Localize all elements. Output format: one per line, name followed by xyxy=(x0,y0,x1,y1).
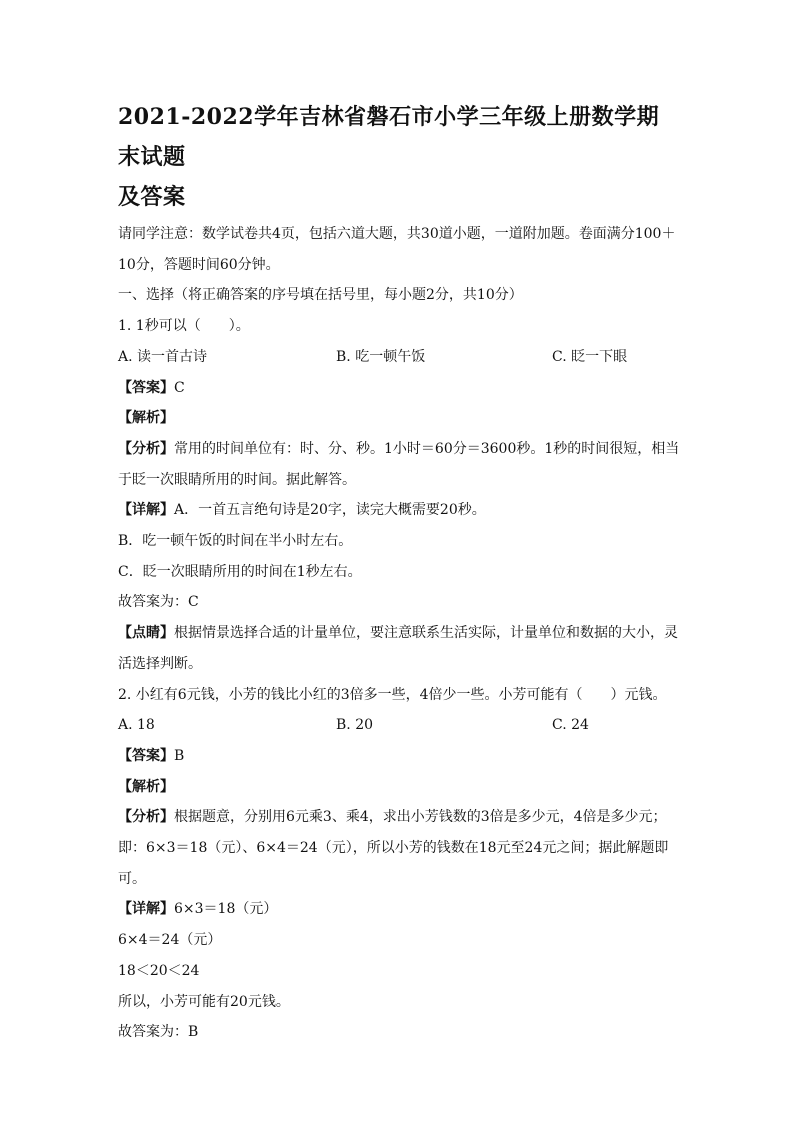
detail-tag: 【详解】 xyxy=(118,901,174,918)
q1-fenxi-text-1: 常用的时间单位有：时、分、秒。1小时＝60分＝3600秒。1秒的时间很短，相当 xyxy=(174,440,680,457)
q2-detail-line-1 xyxy=(118,894,674,925)
q1-comment-line-1 xyxy=(118,618,678,649)
q1-comment-text-1: 根据情景选择合适的计量单位，要注意联系生活实际，计量单位和数据的大小，灵 xyxy=(174,625,678,642)
q2-option-c: C. 24 xyxy=(552,717,589,734)
answer-tag: 【答案】 xyxy=(118,747,174,764)
q1-option-a: A. 读一首古诗 xyxy=(118,348,208,365)
q1-detail-line-1 xyxy=(118,495,674,526)
q1-comment-line-2: 活选择判断。 xyxy=(118,655,202,672)
q2-fenxi-text-1: 根据题意，分别用6元乘3、乘4，求出小芳钱数的3倍是多少元，4倍是多少元； xyxy=(174,809,667,826)
q2-conclusion: 故答案为：B xyxy=(118,1024,199,1041)
q2-fenxi-line-3: 可。 xyxy=(118,870,146,887)
q2-option-b: B. 20 xyxy=(336,717,374,734)
document-title xyxy=(118,97,674,217)
q2-fenxi-line-1 xyxy=(118,802,674,833)
q2-analysis-heading xyxy=(118,772,674,803)
q2-fenxi-line-2: 即：6×3＝18（元）、6×4＝24（元），所以小芳的钱数在18元至24元之间；据此解题即 xyxy=(118,840,669,857)
q2-option-a: A. 18 xyxy=(118,717,155,734)
q2-detail-text-1: 6×3＝18（元） xyxy=(174,901,278,918)
q1-option-c: C. 眨一下眼 xyxy=(552,348,628,365)
q1-detail-text-1: A．一首五言绝句诗是20字，读完大概需要20秒。 xyxy=(174,502,486,519)
fenxi-tag: 【分析】 xyxy=(118,440,174,457)
analysis-tag: 【解析】 xyxy=(118,410,174,427)
q1-answer-value: C xyxy=(174,379,185,396)
q1-fenxi-line-2: 于眨一次眼睛所用的时间。据此解答。 xyxy=(118,471,356,488)
answer-tag: 【答案】 xyxy=(118,379,174,396)
q1-detail-line-3: C．眨一次眼睛所用的时间在1秒左右。 xyxy=(118,563,362,580)
fenxi-tag: 【分析】 xyxy=(118,809,174,826)
comment-tag: 【点睛】 xyxy=(118,625,174,642)
q2-answer-value: B xyxy=(174,747,185,764)
q1-conclusion: 故答案为：C xyxy=(118,594,199,611)
q1-options xyxy=(118,342,674,373)
detail-tag: 【详解】 xyxy=(118,502,174,519)
q2-stem: 2. 小红有6元钱，小芳的钱比小红的3倍多一些，4倍少一些。小芳可能有（ ）元钱。 xyxy=(118,686,667,703)
q2-detail-line-4: 所以，小芳可能有20元钱。 xyxy=(118,993,290,1010)
title-line-1: 2021-2022学年吉林省磐石市小学三年级上册数学期末试题 xyxy=(118,104,660,170)
q1-detail-line-2: B．吃一顿午饭的时间在半小时左右。 xyxy=(118,533,353,550)
section-heading: 一、选择（将正确答案的序号填在括号里，每小题2分，共10分） xyxy=(118,287,523,304)
q2-answer xyxy=(118,741,674,772)
analysis-tag: 【解析】 xyxy=(118,778,174,795)
notice-line-2: 10分，答题时间60分钟。 xyxy=(118,256,280,273)
q1-answer xyxy=(118,373,674,404)
q2-detail-line-2: 6×4＝24（元） xyxy=(118,932,222,949)
notice-line-1: 请同学注意：数学试卷共4页，包括六道大题，共30道小题，一道附加题。卷面满分100＋ xyxy=(118,226,676,242)
title-line-2: 及答案 xyxy=(118,184,186,210)
q1-fenxi-line-1 xyxy=(118,434,680,465)
q2-detail-line-3: 18＜20＜24 xyxy=(118,962,200,979)
q1-option-b: B. 吃一顿午饭 xyxy=(336,348,426,365)
q2-options xyxy=(118,710,674,741)
q1-stem: 1. 1秒可以（ ）。 xyxy=(118,318,250,335)
q1-analysis-heading xyxy=(118,403,674,434)
